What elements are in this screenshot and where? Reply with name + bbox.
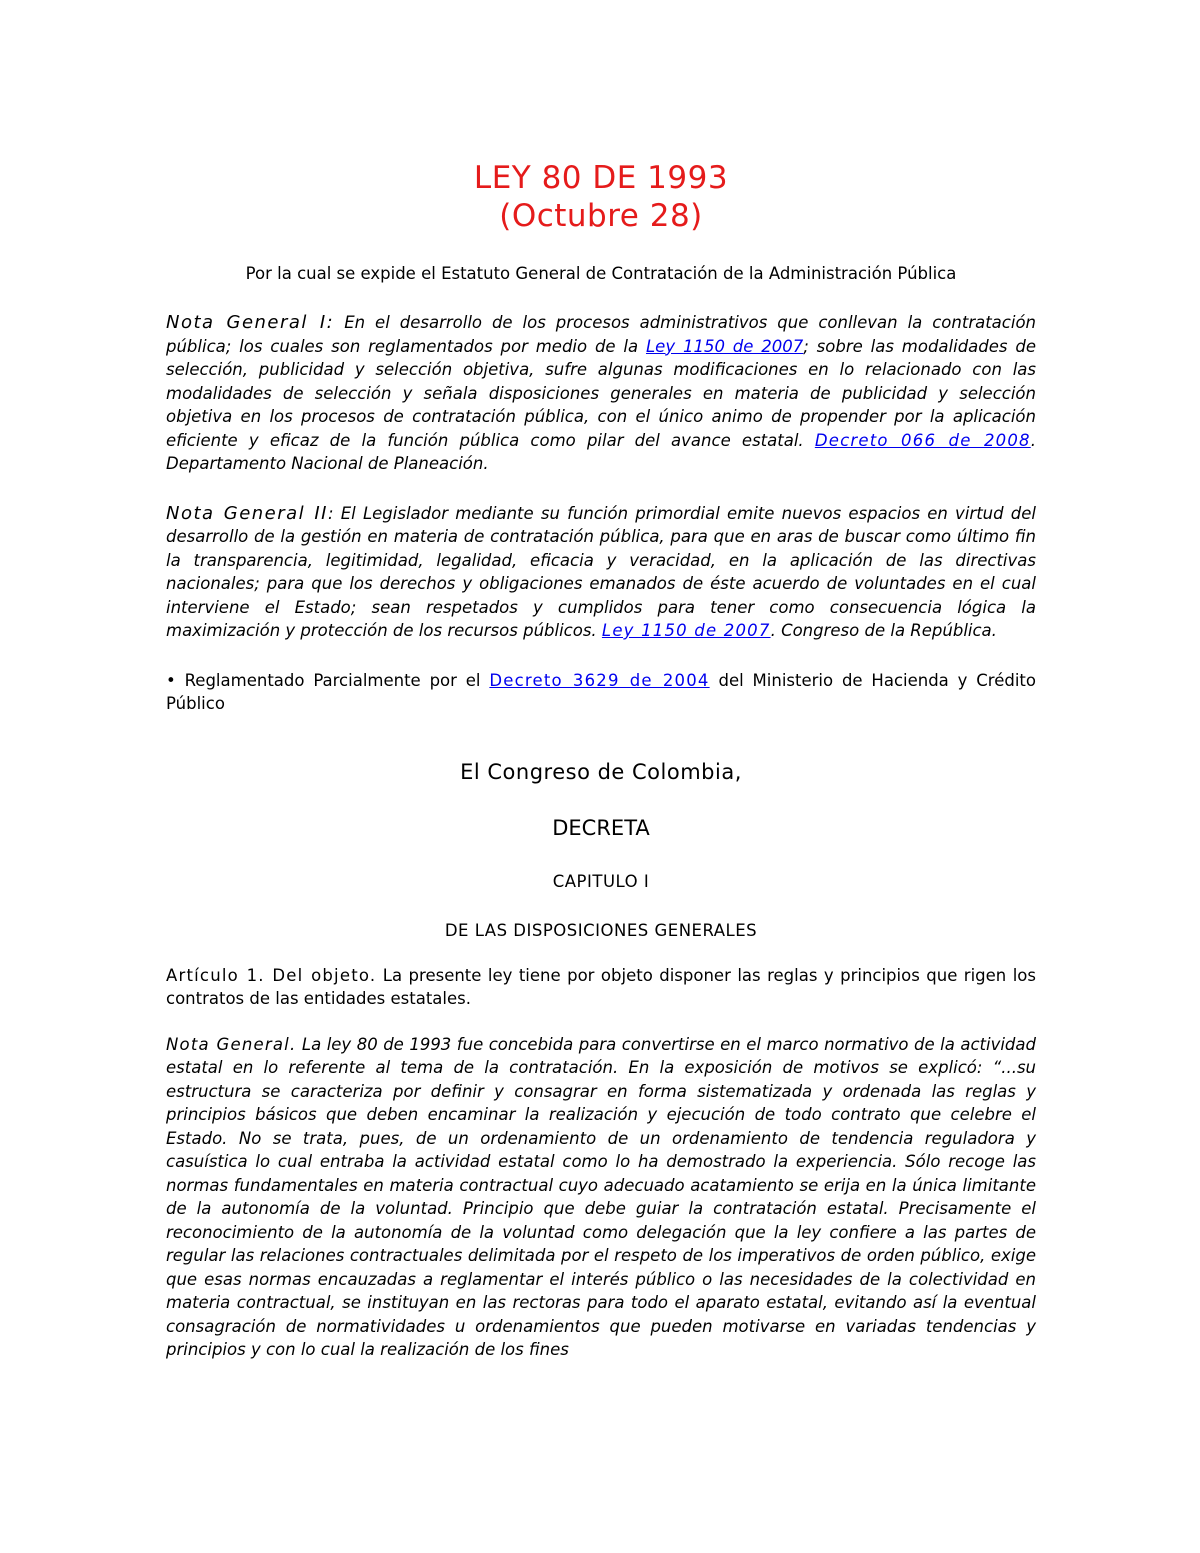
decreto-066-link[interactable]: Decreto 066 de 2008 <box>814 430 1031 450</box>
law-subtitle: Por la cual se expide el Estatuto General de Contratación de la Administración Pública <box>245 264 957 283</box>
nota-general-1-label: Nota General I: <box>166 312 335 333</box>
nota-general-1-text-c: . Departamento Nacional de Planeación. <box>166 430 1036 473</box>
reglamentado-text-b: del Ministerio de Hacienda y Crédito Público <box>166 670 1036 713</box>
articulo-1 <box>166 964 1036 1011</box>
decreta-heading: DECRETA <box>552 815 650 840</box>
nota-general-2-text-b: . Congreso de la República. <box>770 621 997 640</box>
nota-general-1-text-a: En el desarrollo de los procesos administrativos que conllevan la contratación pública; los cuales son reglamentados por medio de la <box>166 313 1036 356</box>
nota-general-3 <box>166 1033 1036 1362</box>
nota-general-1-text-b: ; sobre las modalidades de selección, publicidad y selección objetiva, sufre algunas modificaciones en lo relacionado con las modalidades de selección y señala disposiciones generales en materia de publicidad y selección objetiva en los procesos de contratación pública, con el único animo de propender por la aplicación eficiente y eficaz de la función pública como pilar del avance estatal. <box>166 336 1036 450</box>
articulo-1-label: Artículo 1. Del objeto. <box>166 965 377 985</box>
nota-general-3-label: Nota General. <box>166 1034 297 1054</box>
nota-general-2-text-a: : El Legislador mediante su función primordial emite nuevos espacios en virtud del desarrollo de la gestión en materia de contratación pública, para que en aras de buscar como último fin la transparencia, legitimidad, legalidad, eficacia y veracidad, en la aplicación de las directivas nacionales; para que los derechos y obligaciones emanados de éste acuerdo de voluntades en el cual interviene el Estado; sean respetados y cumplidos para tener como consecuencia lógica la maximización y protección de los recursos públicos. <box>166 503 1037 640</box>
capitulo-heading: CAPITULO I <box>552 871 650 891</box>
nota-general-1 <box>166 311 1036 476</box>
ley-1150-link-2[interactable]: Ley 1150 de 2007 <box>601 621 771 640</box>
disposiciones-heading: DE LAS DISPOSICIONES GENERALES <box>444 920 758 940</box>
decreto-3629-link[interactable]: Decreto 3629 de 2004 <box>489 670 710 690</box>
law-title: LEY 80 DE 1993 <box>473 160 729 196</box>
nota-general-2 <box>166 502 1036 643</box>
law-date: (Octubre 28) <box>499 198 703 234</box>
reglamentado-text-a: • Reglamentado Parcialmente por el <box>166 670 490 690</box>
articulo-1-text: La presente ley tiene por objeto disponer las reglas y principios que rigen los contratos de las entidades estatales. <box>166 965 1036 1008</box>
document-body <box>166 160 1036 1362</box>
nota-general-3-text: La ley 80 de 1993 fue concebida para convertirse en el marco normativo de la actividad estatal en lo referente al tema de la contratación. En la exposición de motivos se explicó: “...su estructura se caracteriza por definir y consagrar en forma sistematizada y ordenada las reglas y principios básicos que deben encaminar la realización y ejecución de todo contrato que celebre el Estado. No se trata, pues, de un ordenamiento de un ordenamiento de tendencia reguladora y casuística lo cual entraba la actividad estatal como lo ha demostrado la experiencia. Sólo recoge las normas fundamentales en materia contractual cuyo adecuado acatamiento se erija en la única limitante de la autonomía de la voluntad. Principio que debe guiar la contratación estatal. Precisamente el reconocimiento de la autonomía de la voluntad como delegación que la ley confiere a las partes de regular las relaciones contractuales delimitada por el respeto de los imperativos de orden público, exige que esas normas encauzadas a reglamentar el interés público o las necesidades de la colectividad en materia contractual, se instituyan en las rectoras para todo el aparato estatal, evitando así la eventual consagración de normatividades u ordenamientos que pueden motivarse en variadas tendencias y principios y con lo cual la realización de los fines <box>166 1034 1036 1359</box>
ley-1150-link[interactable]: Ley 1150 de 2007 <box>645 336 804 356</box>
nota-general-2-label: Nota General II <box>166 502 328 524</box>
congreso-heading: El Congreso de Colombia, <box>460 759 742 784</box>
reglamentado-note <box>166 669 1036 716</box>
